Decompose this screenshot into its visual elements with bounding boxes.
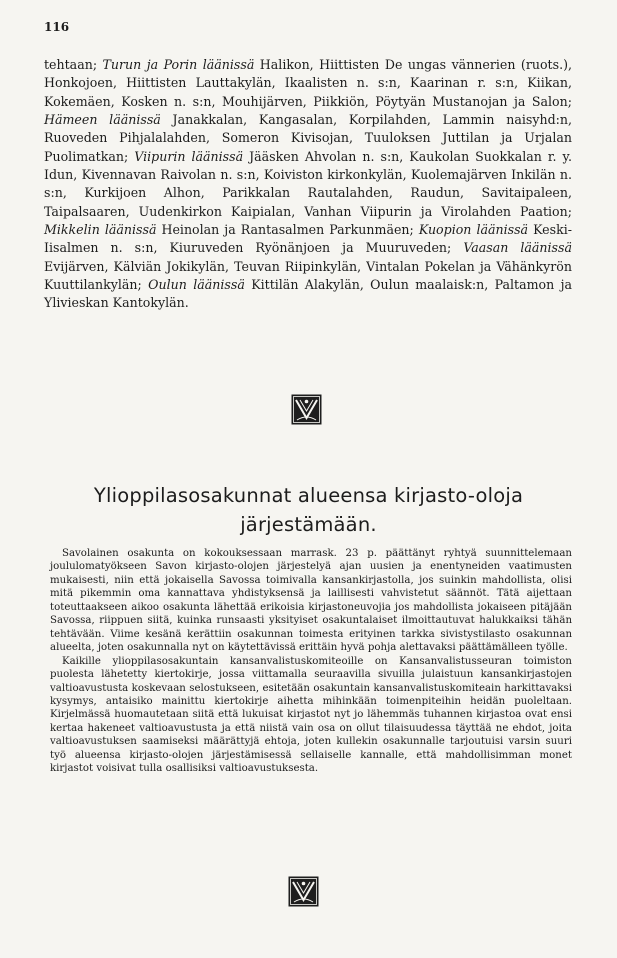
page-number: 116 (44, 20, 70, 34)
ornament-icon (288, 876, 319, 907)
article-heading (0, 481, 617, 539)
heading-line-2: järjestämään. (240, 513, 377, 536)
body-paragraph: Savolainen osakunta on kokouksessaan marrask. 23 p. päättänyt ryhtyä suunnittelemaan joululomatyökseen Savon kirjasto-olojen järjestelyä ajan uusien ja enentyneiden vaatimusten mukaisesti, niin että jokaisella Savossa toimivalla kansankirjastolla, jos suinkin mahdollista, olisi mitä pikemmin oma kannattava yhdistyksensä ja laillisesti vahvistetut säännöt. Tätä aijettaan toteuttaakseen aikoo osakunta lähettää erikoisia kirjastoneuvojia jos mahdollista jokaiseen pitäjään Savossa, riippuen siitä, kuinka runsaasti yksityiset osakuntalaiset ilmoittautuvat halukkaiksi tähän tehtävään. Viime kesänä kerättiin osakunnan toimesta erityinen tarkka sivistystilasto osakunnan alueelta, joten osakunnalla nyt on käytettävissä erittäin hyvä pohja alettavaksi päättämälleen työlle. (50, 548, 572, 654)
heading-line-1: Ylioppilasosakunnat alueensa kirjasto-oloja (93, 484, 524, 507)
ornament-icon (291, 394, 322, 425)
body-paragraph: Kaikille ylioppilasosakuntain kansanvalistuskomiteoille on Kansanvalistusseuran toimiston puolesta lähetetty kiertokirje, jossa viittamalla seuraavilla sivuilla julaistuun kansankirjastojen valtioavustusta koskevaan selostukseen, esitetään osakuntain kansanvalistuskomiteain harkittavaksi kysymys, antaisiko mainittu kiertokirje aihetta mihinkään toimenpiteihin heidän puoleltaan. Kirjelmässä huomautetaan siitä että lukuisat kirjastot nyt jo lähemmäs tuhannen kirjastoa ovat ensi kertaa hakeneet valtioavustusta ja että niistä vain osa on ollut tilaisuudessa täyttää ne ehdot, joita valtioavustuksen saamiseksi määrättyjä ehtoja, joten kullekin osakunnalle tarjoutuisi varsin suuri työ alueensa kirjasto-olojen järjestämisessä sellaiselle kannalle, että mahdollisimman monet kirjastot voisivat tulla osallisiksi valtioavustuksesta. (50, 655, 572, 775)
article-body (50, 547, 572, 776)
district-list-paragraph: tehtaan; Turun ja Porin läänissä Halikon, Hiittisten De ungas vännerien (ruots.), Honkojoen, Hiittisten Lauttakylän, Ikaalisten n. s:n, Kaarinan r. s:n, Kiikan, Kokemäen, Kosken n. s:n, Mouhijärven, Piikkiön, Pöytyän Mustanojan ja Salon; Hämeen läänissä Janakkalan, Kangasalan, Korpilahden, Lammin naisyhd:n, Ruoveden Pihjalalahden, Someron Kivisojan, Tuuloksen Juttilan ja Urjalan Puolimatkan; Viipurin läänissä Jääsken Ahvolan n. s:n, Kaukolan Suokkalan r. y. Idun, Kivennavan Raivolan n. s:n, Koiviston kirkonkylän, Kuolemajärven Inkilän n. s:n, Kurkijoen Alhon, Parikkalan Rautalahden, Raudun, Savitaipaleen, Taipalsaaren, Uudenkirkon Kaipialan, Vanhan Viipurin ja Virolahden Paation; Mikkelin läänissä Heinolan ja Rantasalmen Parkunmäen; Kuopion läänissä Keski-Iisalmen n. s:n, Kiuruveden Ryönänjoen ja Muuruveden; Vaasan läänissä Evijärven, Kälviän Jokikylän, Teuvan Riipinkylän, Vintalan Pokelan ja Vähänkyrön Kuuttilankylän; Oulun läänissä Kittilän Alakylän, Oulun maalaisk:n, Paltamon ja Ylivieskan Kantokylän. (44, 57, 573, 311)
